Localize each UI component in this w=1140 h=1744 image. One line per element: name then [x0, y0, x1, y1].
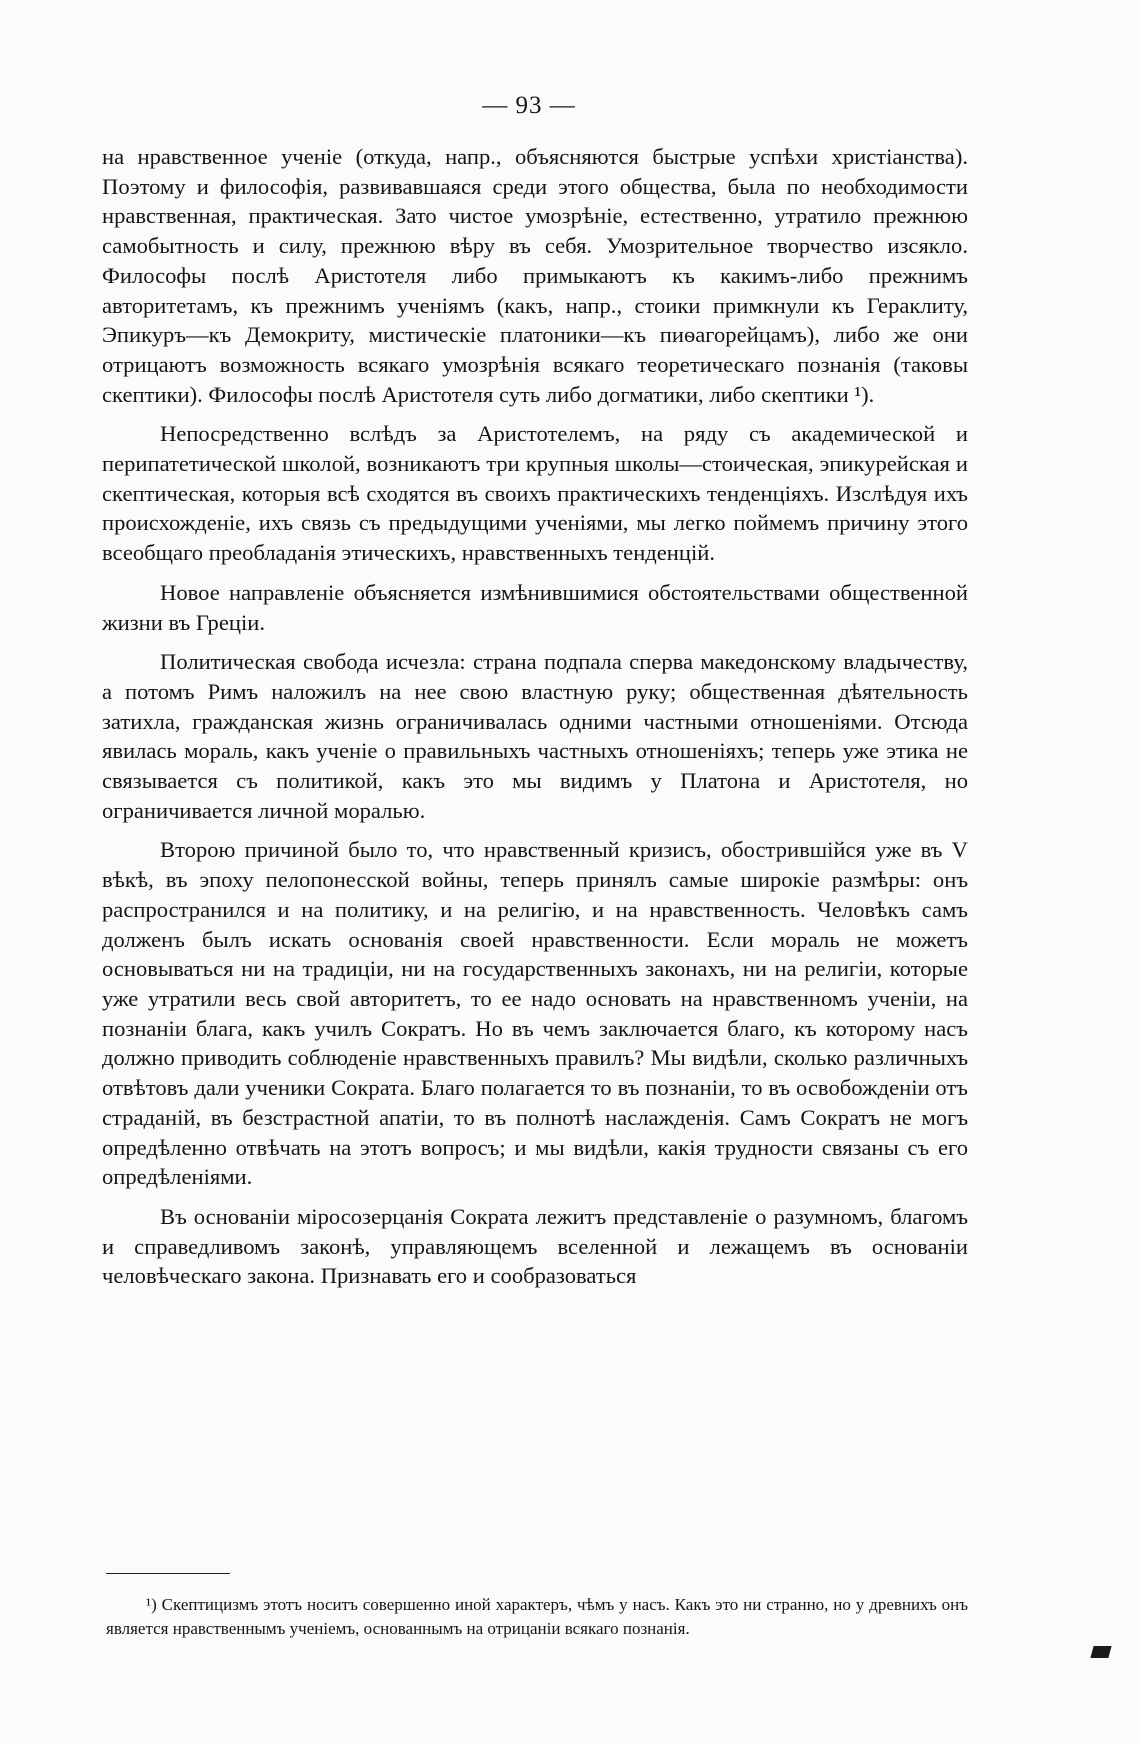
- body-text: [102, 142, 968, 1301]
- footnote: [106, 1593, 968, 1640]
- paragraph: Политическая свобода исчезла: страна подпала сперва македонскому владычеству, а потомъ Римъ наложилъ на нее свою властную руку; общественная дѣятельность затихла, гражданская жизнь ограничивалась одними частными отношеніями. Отсюда явилась мораль, какъ ученіе о правильныхъ частныхъ отношеніяхъ; теперь уже этика не связывается съ политикой, какъ это мы видимъ у Платона и Аристотеля, но ограничивается личной моралью.: [102, 649, 968, 823]
- paragraph: Второю причиной было то, что нравственный кризисъ, обострившійся уже въ V вѣкѣ, въ эпоху пелопонесской войны, теперь принялъ самые широкіе размѣры: онъ распространился и на политику, и на религію, и на нравственность. Человѣкъ самъ долженъ былъ искать основанія своей нравственности. Если мораль не можетъ основываться ни на традиціи, ни на государственныхъ законахъ, ни на религіи, которые уже утратили весь свой авторитетъ, то ее надо основать на нравственномъ ученіи, на познаніи блага, какъ училъ Сократъ. Но въ чемъ заключается благо, къ которому насъ должно приводить соблюденіе нравственныхъ правилъ? Мы видѣли, сколько различныхъ отвѣтовъ дали ученики Сократа. Благо полагается то въ познаніи, то въ освобожденіи отъ страданій, въ безстрастной апатіи, то въ полнотѣ наслажденія. Самъ Сократъ не могъ опредѣленно отвѣчать на этотъ вопросъ; и мы видѣли, какія трудности связаны съ его опредѣленіями.: [102, 837, 968, 1190]
- footnote-text: Скептицизмъ этотъ носитъ совершенно иной характеръ, чѣмъ у насъ. Какъ это ни странно, но у древнихъ онъ является нравственнымъ ученіемъ, основаннымъ на отрицаніи всякаго познанія.: [106, 1595, 969, 1638]
- footnote-mark: ¹): [146, 1595, 157, 1614]
- paragraph: Въ основаніи міросозерцанія Сократа лежитъ представленіе о разумномъ, благомъ и справедливомъ законѣ, управляющемъ вселенной и лежащемъ въ основаніи человѣческаго закона. Признавать его и сообразоваться: [102, 1203, 968, 1289]
- paragraph: на нравственное ученіе (откуда, напр., объясняются быстрые успѣхи христіанства). Поэтому и философія, развивавшаяся среди этого общества, была по необходимости нравственная, практическая. Зато чистое умозрѣніе, естественно, утратило прежнюю самобытность и силу, прежнюю вѣру въ себя. Умозрительное творчество изсякло. Философы послѣ Аристотеля либо примыкаютъ къ какимъ-либо прежнимъ авторитетамъ, къ прежнимъ ученіямъ (какъ, напр., стоики примкнули къ Гераклиту, Эпикуръ—къ Демокриту, мистическіе платоники—къ пиѳагорейцамъ), либо же они отрицаютъ возможность всякаго умозрѣнія всякаго теоретическаго познанія (таковы скептики). Философы послѣ Аристотеля суть либо догматики, либо скептики ¹).: [102, 144, 968, 407]
- paragraph: Новое направленіе объясняется измѣнившимися обстоятельствами общественной жизни въ Греціи.: [102, 579, 968, 635]
- ink-blot-icon: [1090, 1646, 1111, 1658]
- footnote-divider: [106, 1573, 230, 1574]
- paragraph: Непосредственно вслѣдъ за Аристотелемъ, на ряду съ академической и перипатетической школой, возникаютъ три крупныя школы—стоическая, эпикурейская и скептическая, которыя всѣ сходятся въ своихъ практическихъ тенденціяхъ. Изслѣдуя ихъ происхожденіе, ихъ связь съ предыдущими ученіями, мы легко поймемъ причину этого всеобщаго преобладанія этическихъ, нравственныхъ тенденцій.: [102, 421, 968, 566]
- footnotes: [106, 1593, 968, 1640]
- page-number: — 93 —: [482, 92, 576, 119]
